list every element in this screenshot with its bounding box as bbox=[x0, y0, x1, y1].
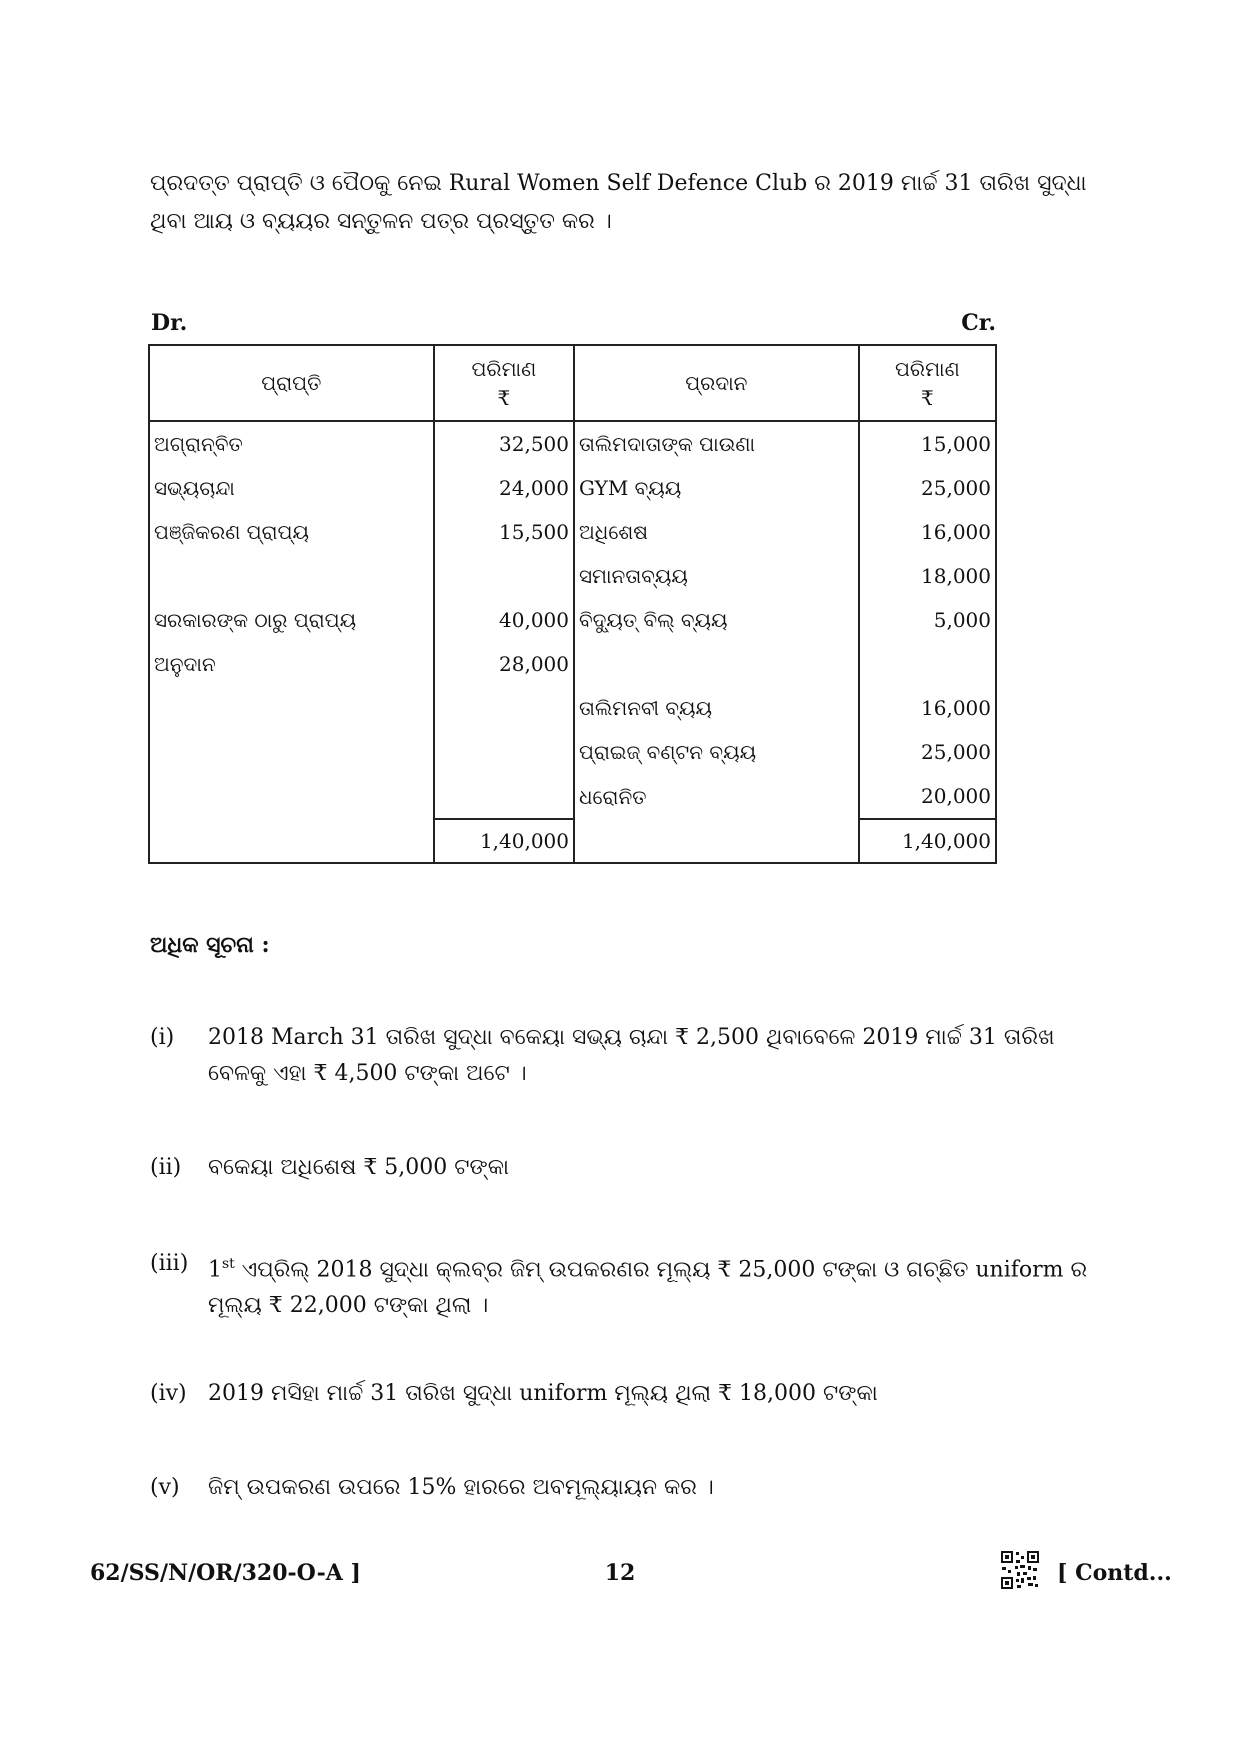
payment-amount: 15,000 bbox=[859, 421, 996, 466]
question-intro: ପ୍ରଦତ୍ତ ପ୍ରାପ୍ତି ଓ ପୈଠକୁ ନେଇ Rural Women Self Defence Club ର 2019 ମାର୍ଚ୍ଚ 31 ତାରିଖ ସୁଦ୍ଧା ଥିବା ଆୟ ଓ ବ୍ୟୟର ସନ୍ତୁଳନ ପତ୍ର ପ୍ରସ୍ତୁତ କର । bbox=[150, 171, 1087, 234]
receipt-amount bbox=[434, 730, 574, 774]
receipt-amount bbox=[434, 554, 574, 598]
table-row bbox=[149, 421, 996, 466]
payment-amount: 20,000 bbox=[859, 774, 996, 819]
receipt-amount-header: ପରିମାଣ ₹ bbox=[434, 345, 574, 421]
receipts-header: ପ୍ରାପ୍ତି bbox=[149, 345, 434, 421]
payment-item bbox=[574, 642, 859, 686]
note-text: ଜିମ୍ ଉପକରଣ ଉପରେ 15% ହାରରେ ଅବମୂଲ୍ୟାୟନ କର । bbox=[208, 1475, 714, 1500]
table-row bbox=[149, 730, 996, 774]
additional-info-heading: ଅଧିକ ସୂଚନା : bbox=[150, 932, 270, 958]
table-row bbox=[149, 510, 996, 554]
receipt-item: ଅନୁଦାନ bbox=[149, 642, 434, 686]
receipt-amount: 32,500 bbox=[434, 421, 574, 466]
total-row bbox=[149, 819, 996, 863]
debit-label: Dr. bbox=[151, 310, 188, 336]
table-row bbox=[149, 466, 996, 510]
note-text: 1st ଏପ୍ରିଲ୍ 2018 ସୁଦ୍ଧା କ୍ଲବ୍‌ର ଜିମ୍ ଉପକରଣର ମୂଲ୍ୟ ₹ 25,000 ଟଙ୍କା ଓ ଗଚ୍ଛିତ uniform ର ମୂଲ୍ୟ ₹ 22,000 ଟଙ୍କା ଥିଲା । bbox=[208, 1256, 1088, 1319]
payment-item: ବିଦ୍ୟୁତ୍ ବିଲ୍ ବ୍ୟୟ bbox=[574, 598, 859, 642]
receipt-amount: 15,500 bbox=[434, 510, 574, 554]
paper-code: 62/SS/N/OR/320-O-A ] bbox=[90, 1560, 361, 1586]
payment-item: ଧରୋନିତ bbox=[574, 774, 859, 819]
payment-item: ଅଧିଶେଷ bbox=[574, 510, 859, 554]
receipt-amount bbox=[434, 774, 574, 819]
payment-amount: 18,000 bbox=[859, 554, 996, 598]
receipt-item bbox=[149, 730, 434, 774]
table-row bbox=[149, 686, 996, 730]
payment-item: ତାଲିମନବୀ ବ୍ୟୟ bbox=[574, 686, 859, 730]
table-row bbox=[149, 642, 996, 686]
payment-amount: 16,000 bbox=[859, 510, 996, 554]
total-payments: 1,40,000 bbox=[859, 819, 996, 863]
payment-item: GYM ବ୍ୟୟ bbox=[574, 466, 859, 510]
total-receipt-label bbox=[149, 819, 434, 863]
payment-amount: 5,000 bbox=[859, 598, 996, 642]
page-number: 12 bbox=[604, 1560, 636, 1586]
credit-label: Cr. bbox=[961, 310, 996, 336]
total-receipts: 1,40,000 bbox=[434, 819, 574, 863]
payment-amount bbox=[859, 642, 996, 686]
note-number: (iv) bbox=[150, 1381, 187, 1406]
payment-amount: 25,000 bbox=[859, 730, 996, 774]
note-number: (v) bbox=[150, 1475, 180, 1500]
receipt-amount bbox=[434, 686, 574, 730]
receipt-item: ପଞ୍ଜିକରଣ ପ୍ରାପ୍ୟ bbox=[149, 510, 434, 554]
payment-amount-header: ପରିମାଣ ₹ bbox=[859, 345, 996, 421]
receipt-amount: 28,000 bbox=[434, 642, 574, 686]
table-row bbox=[149, 554, 996, 598]
rupee-icon: ₹ bbox=[920, 386, 934, 410]
payment-amount: 16,000 bbox=[859, 686, 996, 730]
receipts-payments-table bbox=[148, 344, 997, 864]
note-text: 2019 ମସିହା ମାର୍ଚ୍ଚ 31 ତାରିଖ ସୁଦ୍ଧା uniform ମୂଲ୍ୟ ଥିଲା ₹ 18,000 ଟଙ୍କା bbox=[208, 1381, 878, 1406]
receipt-item bbox=[149, 774, 434, 819]
receipt-item: ସରକାରଙ୍କ ଠାରୁ ପ୍ରାପ୍ୟ bbox=[149, 598, 434, 642]
payment-item: ତାଲିମଦାତାଙ୍କ ପାଉଣା bbox=[574, 421, 859, 466]
note-number: (ii) bbox=[150, 1155, 182, 1180]
rupee-icon: ₹ bbox=[497, 386, 511, 410]
note-text: 2018 March 31 ତାରିଖ ସୁଦ୍ଧା ବକେୟା ସଭ୍ୟ ଚାନ୍ଦା ₹ 2,500 ଥିବାବେଳେ 2019 ମାର୍ଚ୍ଚ 31 ତାରିଖ ବେଳକୁ ଏହା ₹ 4,500 ଟଙ୍କା ଅଟେ । bbox=[208, 1025, 1055, 1086]
note-number: (iii) bbox=[150, 1251, 189, 1276]
receipt-item bbox=[149, 554, 434, 598]
payment-amount: 25,000 bbox=[859, 466, 996, 510]
continued-label: [ Contd... bbox=[1057, 1560, 1172, 1586]
payments-header: ପ୍ରଦାନ bbox=[574, 345, 859, 421]
note-text: ବକେୟା ଅଧିଶେଷ ₹ 5,000 ଟଙ୍କା bbox=[208, 1155, 510, 1180]
ordinal-suffix: st bbox=[222, 1256, 235, 1272]
table-row bbox=[149, 598, 996, 642]
note-number: (i) bbox=[150, 1025, 175, 1050]
receipt-amount: 40,000 bbox=[434, 598, 574, 642]
payment-item: ସମାନତାବ୍ୟୟ bbox=[574, 554, 859, 598]
table-row bbox=[149, 774, 996, 819]
receipt-amount: 24,000 bbox=[434, 466, 574, 510]
qr-code-icon bbox=[1000, 1550, 1040, 1590]
payment-item: ପ୍ରାଇଜ୍ ବଣ୍ଟନ ବ୍ୟୟ bbox=[574, 730, 859, 774]
table-header-row bbox=[149, 345, 996, 421]
total-payment-label bbox=[574, 819, 859, 863]
receipt-item: ସଭ୍ୟଚାନ୍ଦା bbox=[149, 466, 434, 510]
receipt-item bbox=[149, 686, 434, 730]
receipt-item: ଅଗ୍ରାନ୍ବିତ bbox=[149, 421, 434, 466]
